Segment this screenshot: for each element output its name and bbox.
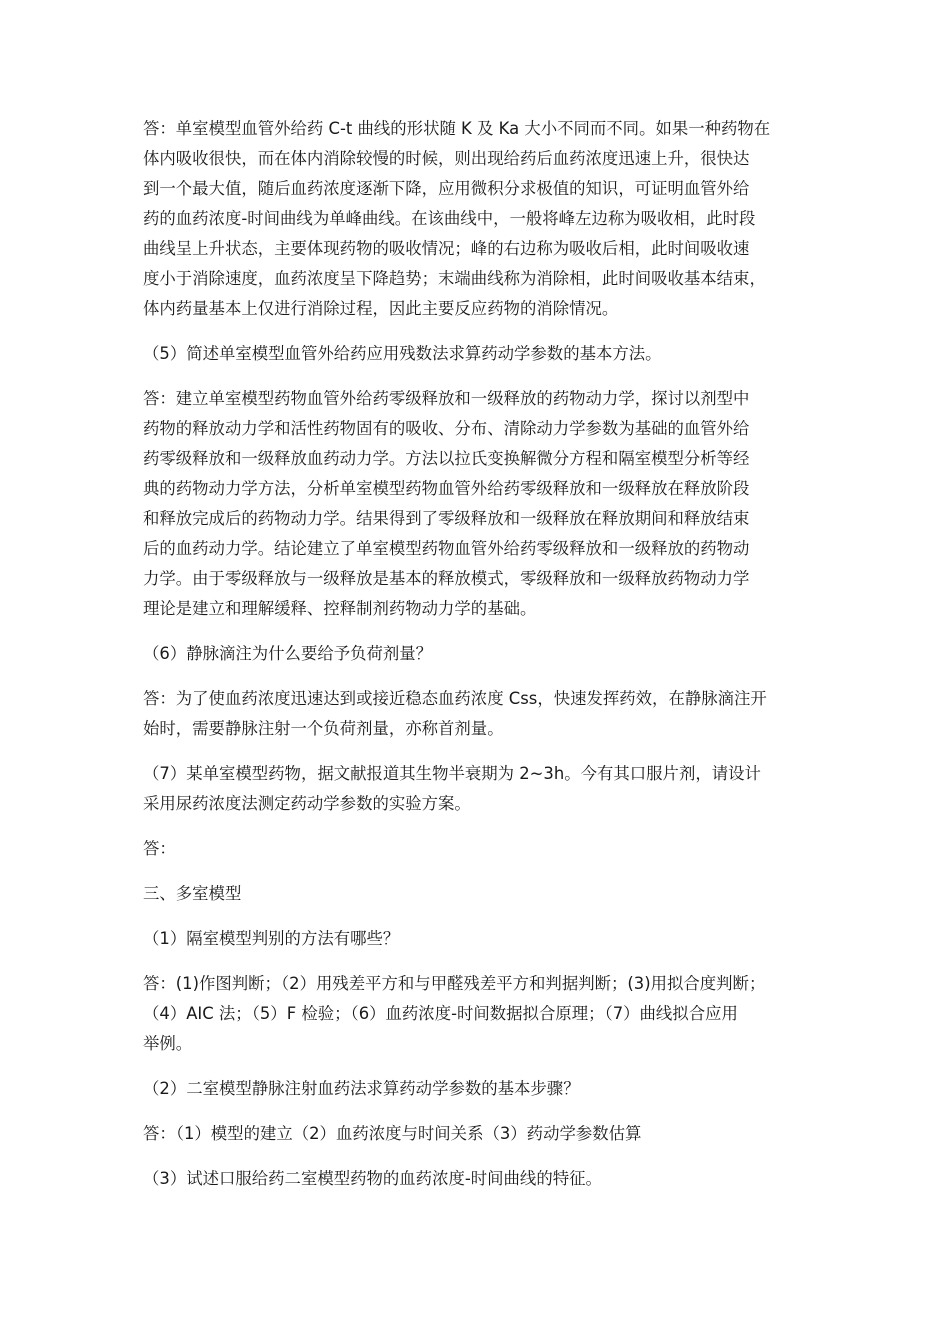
text-line: 答：（1）模型的建立（2）血药浓度与时间关系（3）药动学参数估算 xyxy=(143,1124,642,1143)
text-line: 理论是建立和理解缓释、控释制剂药物动力学的基础。 xyxy=(143,599,537,618)
text-line: （4）AIC 法；（5）F 检验；（6）血药浓度-时间数据拟合原理；（7）曲线拟合应用 xyxy=(143,1004,738,1023)
document-body xyxy=(143,114,825,1194)
answer-paragraph xyxy=(143,114,825,324)
text-line: 药零级释放和一级释放血药动力学。方法以拉氏变换解微分方程和隔室模型分析等经 xyxy=(143,449,750,468)
text-line: 度小于消除速度，血药浓度呈下降趋势；末端曲线称为消除相，此时间吸收基本结束， xyxy=(143,269,766,288)
text-line: 体内药量基本上仅进行消除过程，因此主要反应药物的消除情况。 xyxy=(143,299,619,318)
text-line: 曲线呈上升状态，主要体现药物的吸收情况；峰的右边称为吸收后相，此时间吸收速 xyxy=(143,239,750,258)
text-line: （1）隔室模型判别的方法有哪些？ xyxy=(143,929,400,948)
answer-paragraph xyxy=(143,1119,825,1149)
question-paragraph xyxy=(143,639,825,669)
text-line: 典的药物动力学方法，分析单室模型药物血管外给药零级释放和一级释放在释放阶段 xyxy=(143,479,750,498)
text-line: 体内吸收很快，而在体内消除较慢的时候，则出现给药后血药浓度迅速上升，很快达 xyxy=(143,149,750,168)
question-paragraph xyxy=(143,1074,825,1104)
text-line: 答：为了使血药浓度迅速达到或接近稳态血药浓度 Css，快速发挥药效，在静脉滴注开 xyxy=(143,689,767,708)
text-line: 举例。 xyxy=(143,1034,193,1053)
answer-paragraph xyxy=(143,969,825,1059)
text-line: 三、多室模型 xyxy=(143,884,242,903)
text-line: 答：(1)作图判断；（2）用残差平方和与甲醛残差平方和判据判断；(3)用拟合度判断； xyxy=(143,974,766,993)
text-line: 后的血药动力学。结论建立了单室模型药物血管外给药零级释放和一级释放的药物动 xyxy=(143,539,750,558)
text-line: 到一个最大值，随后血药浓度逐渐下降，应用微积分求极值的知识，可证明血管外给 xyxy=(143,179,750,198)
text-line: （7）某单室模型药物，据文献报道其生物半衰期为 2~3h。今有其口服片剂，请设计 xyxy=(143,764,761,783)
text-line: （3）试述口服给药二室模型药物的血药浓度-时间曲线的特征。 xyxy=(143,1169,602,1188)
document-page xyxy=(143,114,825,1209)
text-line: 答： xyxy=(143,839,176,858)
text-line: 始时，需要静脉注射一个负荷剂量，亦称首剂量。 xyxy=(143,719,504,738)
text-line: 药的血药浓度-时间曲线为单峰曲线。在该曲线中，一般将峰左边称为吸收相，此时段 xyxy=(143,209,756,228)
question-paragraph xyxy=(143,924,825,954)
answer-paragraph xyxy=(143,684,825,744)
question-paragraph xyxy=(143,339,825,369)
text-line: 答：建立单室模型药物血管外给药零级释放和一级释放的药物动力学，探讨以剂型中 xyxy=(143,389,750,408)
question-paragraph xyxy=(143,759,825,819)
text-line: 力学。由于零级释放与一级释放是基本的释放模式，零级释放和一级释放药物动力学 xyxy=(143,569,750,588)
answer-paragraph xyxy=(143,384,825,624)
text-line: （2）二室模型静脉注射血药法求算药动学参数的基本步骤？ xyxy=(143,1079,580,1098)
text-line: 采用尿药浓度法测定药动学参数的实验方案。 xyxy=(143,794,471,813)
answer-paragraph xyxy=(143,834,825,864)
section-heading xyxy=(143,879,825,909)
text-line: 药物的释放动力学和活性药物固有的吸收、分布、清除动力学参数为基础的血管外给 xyxy=(143,419,750,438)
text-line: （6）静脉滴注为什么要给予负荷剂量？ xyxy=(143,644,433,663)
text-line: 答：单室模型血管外给药 C-t 曲线的形状随 K 及 Ka 大小不同而不同。如果一种药物在 xyxy=(143,119,771,138)
text-line: 和释放完成后的药物动力学。结果得到了零级释放和一级释放在释放期间和释放结束 xyxy=(143,509,750,528)
question-paragraph xyxy=(143,1164,825,1194)
text-line: （5）简述单室模型血管外给药应用残数法求算药动学参数的基本方法。 xyxy=(143,344,662,363)
